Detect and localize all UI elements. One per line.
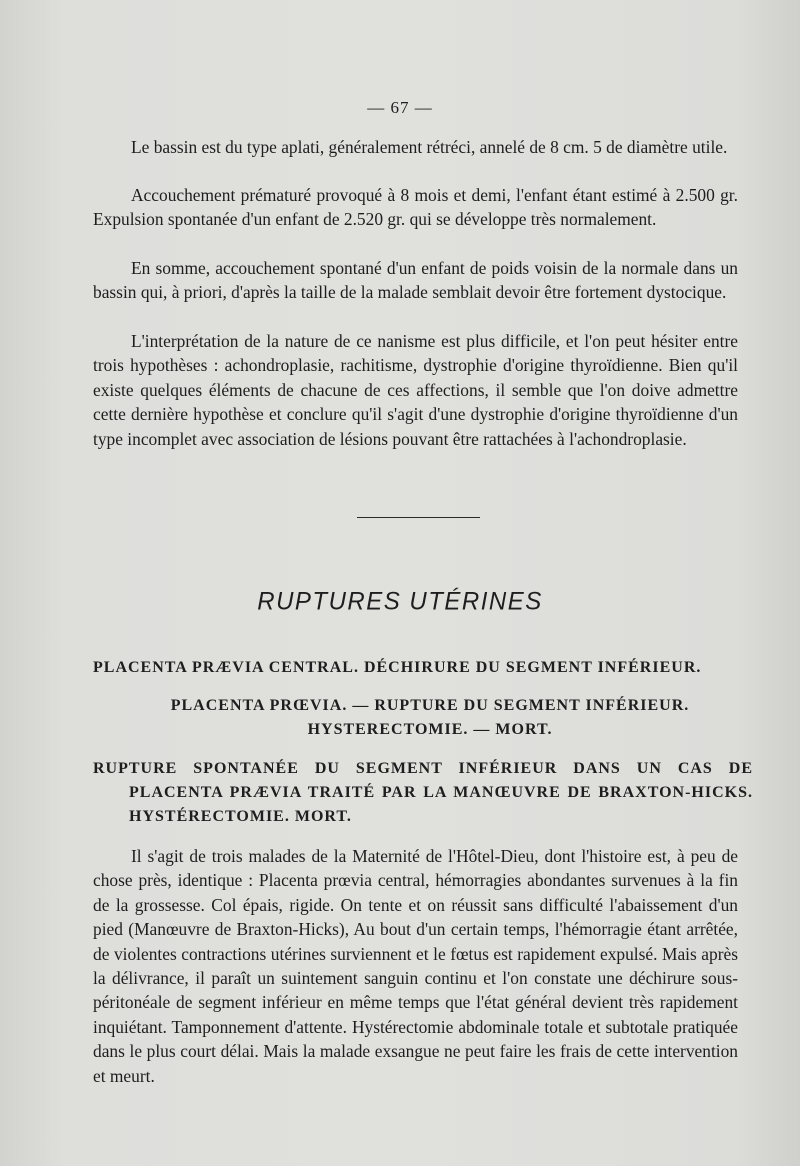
- section-divider: [357, 517, 480, 518]
- paragraph-pelvis: Le bassin est du type aplati, généralement rétréci, annelé de 8 cm. 5 de diamètre utile.: [131, 137, 728, 157]
- case-heading-3: RUPTURE SPONTANÉE DU SEGMENT INFÉRIEUR DANS UN CAS DE PLACENTA PRÆVIA TRAITÉ PAR LA MANŒUVRE DE BRAXTON-HICKS. HYSTÉRECTOMIE. MORT.: [93, 760, 753, 825]
- page-number: — 67 —: [367, 98, 433, 117]
- paragraph-case-history: Il s'agit de trois malades de la Maternité de l'Hôtel-Dieu, dont l'histoire est, à peu de chose près, identique : Placenta prœvia central, hémorragies abondantes survenues à la fin de la grossesse. Col épais, rigide. On tente et on réussit sans difficulté l'abaissement d'un pied (Manœuvre de Braxton-Hicks), Au bout d'un certain temps, l'hémorragie étant arrêtée, de violentes contractions utérines surviennent et le fœtus est rapidement expulsé. Mais après la délivrance, il paraît un suintement sanguin continu et l'on constate une déchirure sous-péritonéale de segment inférieur en même temps que l'état général devient très rapidement inquiétant. Tamponnement d'attente. Hystérectomie abdominale totale et subtotale pratiquée dans le plus court délai. Mais la malade exsangue ne peut faire les frais de cette intervention et meurt.: [93, 846, 738, 1086]
- section-title: RUPTURES UTÉRINES: [257, 587, 543, 616]
- case-heading-2: PLACENTA PRŒVIA. — RUPTURE DU SEGMENT INFÉRIEUR. HYSTERECTOMIE. — MORT.: [170, 697, 690, 738]
- paragraph-interpretation: L'interprétation de la nature de ce nanisme est plus difficile, et l'on peut hésiter entre trois hypothèses : achondroplasie, rachitisme, dystrophie d'origine thyroïdienne. Bien qu'il existe quelques éléments de chacune de ces affections, il semble que l'on doive admettre cette dernière hypothèse et conclure qu'il s'agit d'une dystrophie d'origine thyroïdienne d'un type incomplet avec association de lésions pouvant être rattachées à l'achondroplasie.: [93, 331, 738, 449]
- case-heading-1: PLACENTA PRÆVIA CENTRAL. DÉCHIRURE DU SEGMENT INFÉRIEUR.: [93, 659, 702, 676]
- paragraph-delivery: Accouchement prématuré provoqué à 8 mois et demi, l'enfant étant estimé à 2.500 gr. Expulsion spontanée d'un enfant de 2.520 gr. qui se développe très normalement.: [93, 185, 738, 230]
- paragraph-summary: En somme, accouchement spontané d'un enfant de poids voisin de la normale dans un bassin qui, à priori, d'après la taille de la malade semblait devoir être fortement dystocique.: [93, 258, 738, 303]
